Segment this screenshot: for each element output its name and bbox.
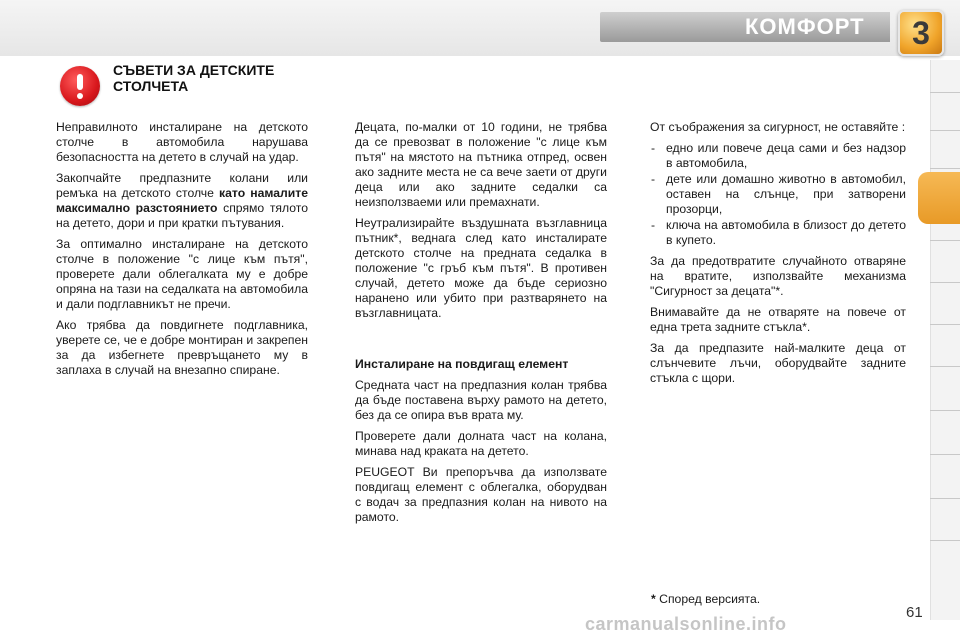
footnote	[651, 592, 760, 606]
list-item: - ключа на автомобила в близост до детето в купето.	[650, 218, 906, 248]
paragraph: Неправилното инсталиране на детското столче в автомобила нарушава безопасността на детето в случай на удар.	[56, 120, 308, 164]
tab-divider	[930, 282, 960, 283]
text-column-2	[355, 120, 607, 531]
section-title-line2: СТОЛЧЕТА	[113, 78, 189, 94]
paragraph-text: Закопчайте предпазните колани или ремъка на детското столче	[56, 171, 308, 200]
paragraph-text: спрямо тялото на детето, дори и при кратки пътувания.	[56, 201, 308, 230]
paragraph: Неутрализирайте въздушната възглавница пътник*, веднага след като инсталирате детското столче на предната седалка в положение "с гръб към пътя". В противен случай, детето може да бъде сериозно наранено или убито при разтварянето на възглавницата.	[355, 216, 607, 320]
paragraph: Проверете дали долната част на колана, минава над кракатa на детето.	[355, 429, 607, 458]
paragraph: За оптимално инсталиране на детското столче в положение "с лице към пътя", проверете дали облегалката му е добре опряна на тази на седалката на автомобила и дали подглавникът не пречи.	[56, 237, 308, 311]
paragraph	[56, 171, 308, 231]
paragraph: За да предотвратите случайното отваряне на вратите, използвайте механизма "Сигурност за децата"*.	[650, 254, 906, 298]
tab-divider	[930, 324, 960, 325]
chapter-title: КОМФОРТ	[745, 14, 865, 39]
text-column-1	[56, 120, 308, 384]
tab-divider	[930, 498, 960, 499]
subheading: Инсталиране на повдигащ елемент	[355, 357, 569, 371]
tab-divider	[930, 130, 960, 131]
warning-list	[650, 141, 906, 248]
paragraph-emphasis: като намалите максимално разстоянието	[56, 186, 308, 215]
paragraph: От съображения за сигурност, не оставяйте :	[650, 120, 906, 134]
paragraph: Ако трябва да повдигнете подглавника, уверете се, че е добре монтиран и закрепен за да избегнете превръщането му в заплаха в случай на внезапно спиране.	[56, 318, 308, 377]
paragraph: Децата, по-малки от 10 години, не трябва да се превозват в положение "с лице към пътя" на мястото на пътника отпред, освен ако задните места не са вече заети от други деца или ако задните седалки са неизползваеми или премахнати.	[355, 120, 607, 209]
tab-divider	[930, 454, 960, 455]
footnote-text: Според версията.	[655, 592, 761, 606]
text-column-3	[650, 120, 906, 392]
tab-divider	[930, 366, 960, 367]
section-title-line1: СЪВЕТИ ЗА ДЕТСКИТЕ	[113, 62, 275, 78]
tab-divider	[930, 240, 960, 241]
paragraph: За да предпазите най-малките деца от слънчевите лъчи, оборудвайте задните стъкла с щори.	[650, 341, 906, 385]
chapter-tab-active[interactable]	[918, 172, 960, 224]
warning-icon	[60, 66, 100, 106]
list-item: - едно или повече деца сами и без надзор в автомобила,	[650, 141, 906, 171]
tab-divider	[930, 168, 960, 169]
paragraph: Средната част на предпазния колан трябва да бъде поставена върху рамото на детето, без да се опира във врата му.	[355, 378, 607, 422]
tab-divider	[930, 540, 960, 541]
footnote-star: *	[651, 592, 656, 606]
chapter-number-badge: 3	[898, 10, 944, 56]
tab-divider	[930, 410, 960, 411]
list-item: - дете или домашно животно в автомобил, оставен на слънце, при затворени прозорци,	[650, 172, 906, 217]
watermark: carmanualsonline.info	[585, 614, 787, 634]
tab-divider	[930, 92, 960, 93]
chapter-tab-strip	[930, 60, 960, 620]
paragraph: Внимавайте да не отваряте на повече от една трета задните стъкла*.	[650, 305, 906, 334]
paragraph: PEUGEOT Ви препоръчва да използвате повдигащ елемент с облегалка, оборудван с водач за предпазния колан на нивото на рамото.	[355, 465, 607, 524]
page-number: 61	[906, 604, 923, 621]
section-title	[113, 62, 313, 94]
